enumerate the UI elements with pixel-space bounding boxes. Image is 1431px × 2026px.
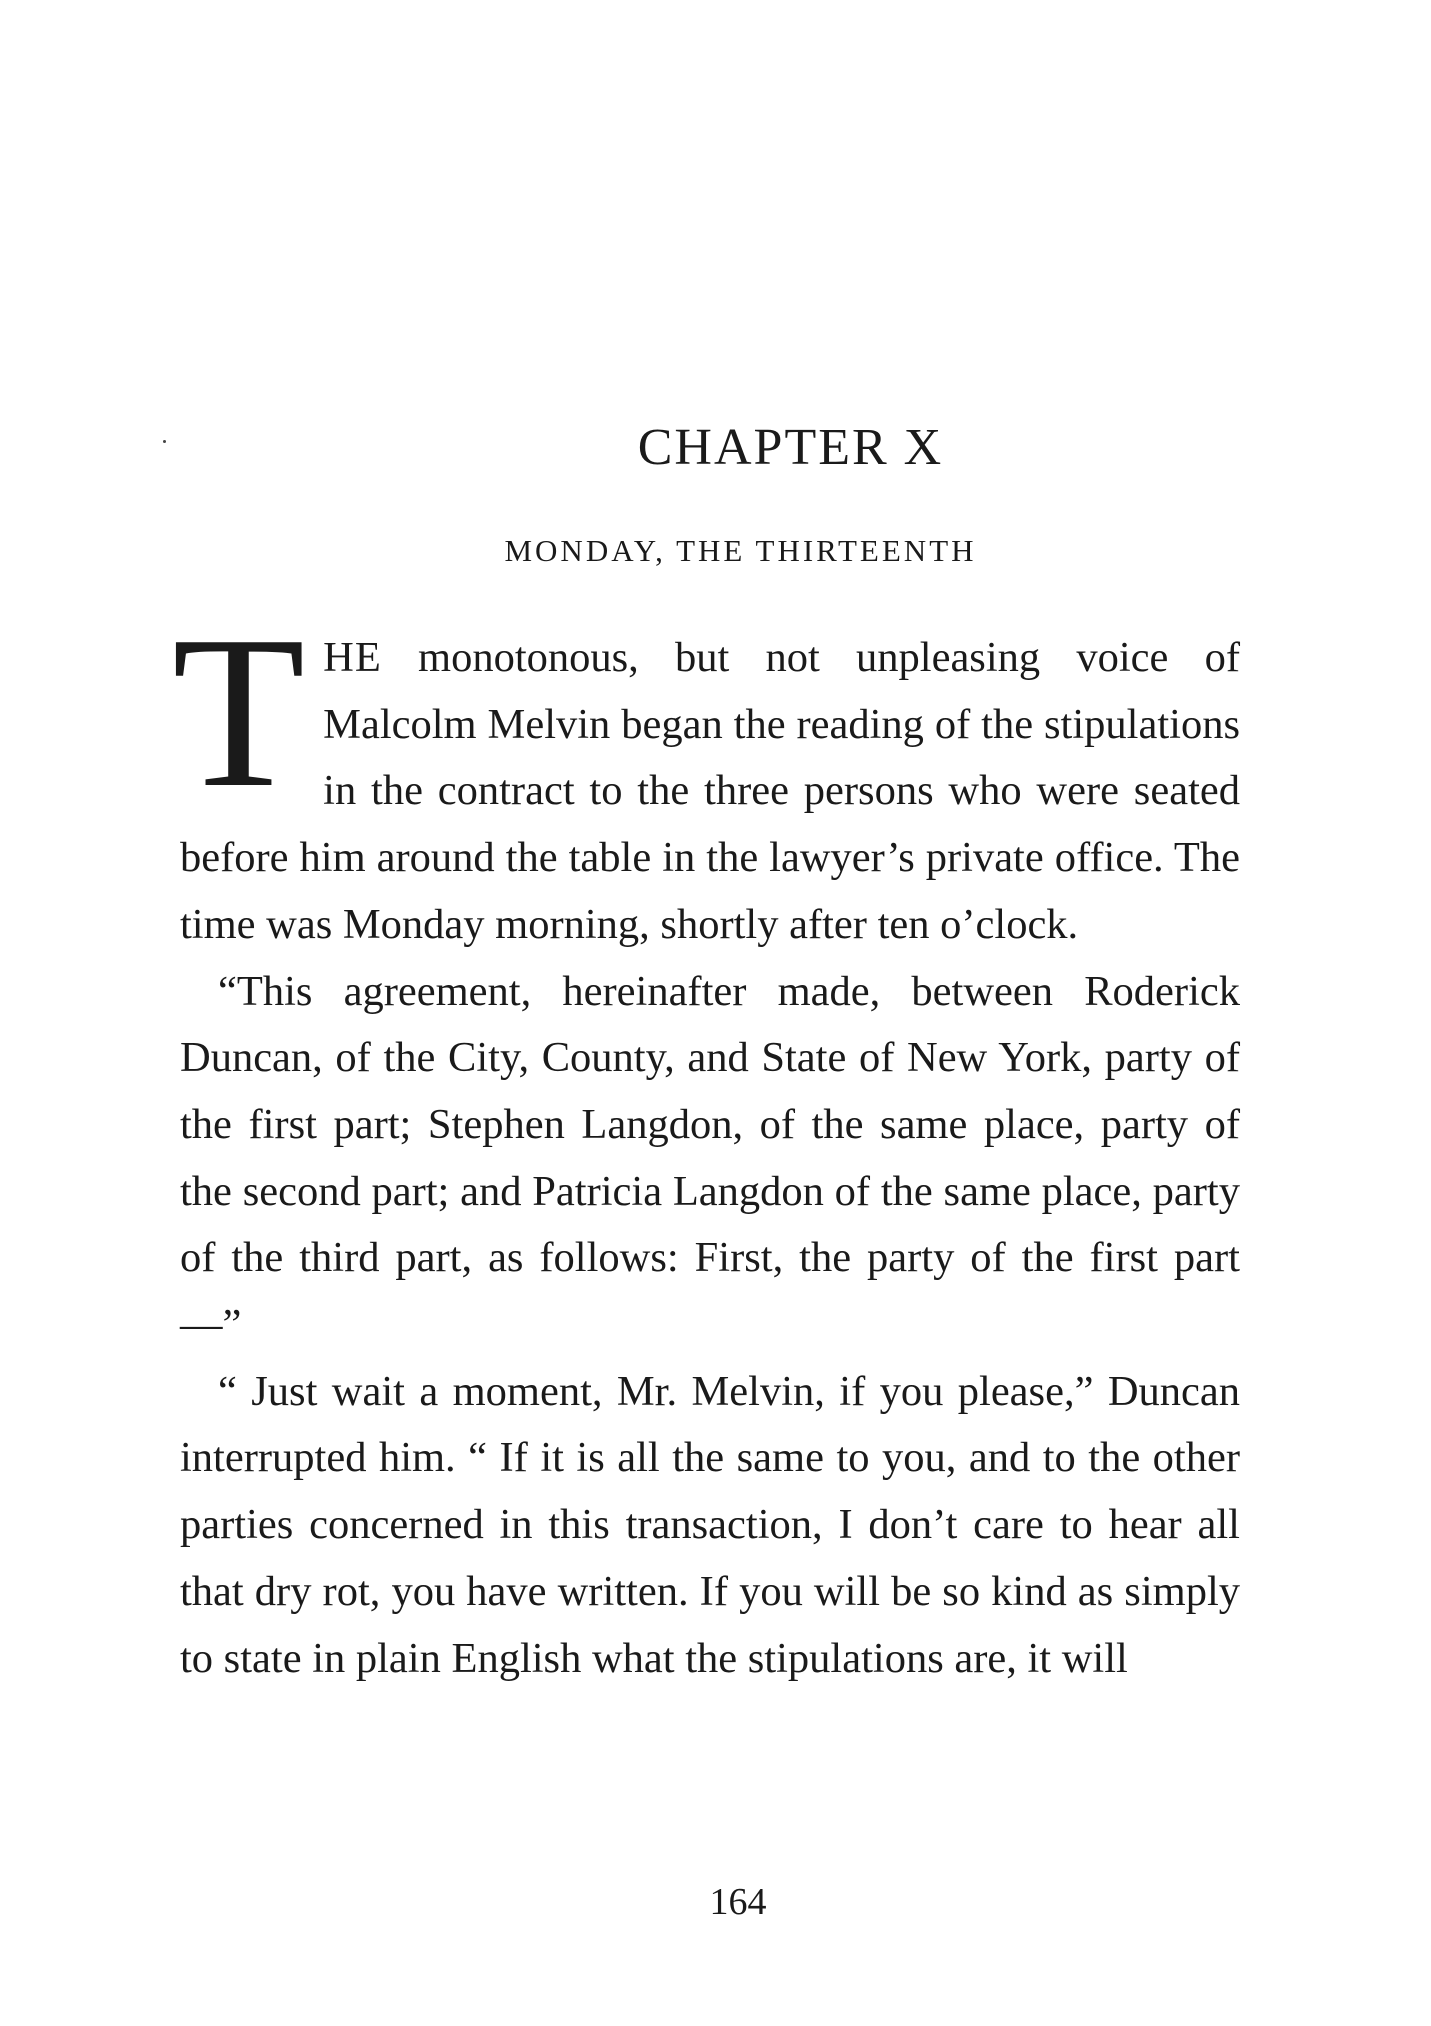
paragraph-2: “This agreement, hereinafter made, between Roderick Duncan, of the City, County, and State of New York, party of the first part; Stephen Langdon, of the same place, party of the second part; and Patricia Langdon of the same place, party of the third part, as follows: First, the party of the first part —” xyxy=(180,967,1240,1349)
drop-cap: T xyxy=(172,592,306,833)
paragraph-1 xyxy=(172,592,1240,959)
page-number: 164 xyxy=(709,1881,767,1923)
chapter-subtitle: MONDAY, THE THIRTEENTH xyxy=(504,533,977,568)
body-text xyxy=(172,592,1240,1692)
paragraph-1-text: monotonous, but not unpleasing voice of Malcolm Melvin began the reading of the stipulations in the contract to the three persons who were seated before him around the table in the lawyer’s private office. The time was Monday morning, shortly after ten o’clock. xyxy=(180,634,1240,948)
paragraph-3: “ Just wait a moment, Mr. Melvin, if you please,” Duncan interrupted him. “ If it is all the same to you, and to the other parties concerned in this transaction, I don’t care to hear all that dry rot, you have written. If you will be so kind as simply to state in plain English what the stipulations are, it will xyxy=(180,1367,1240,1682)
chapter-heading: CHAPTER X xyxy=(637,419,944,476)
paragraph-lead: HE xyxy=(323,634,382,681)
